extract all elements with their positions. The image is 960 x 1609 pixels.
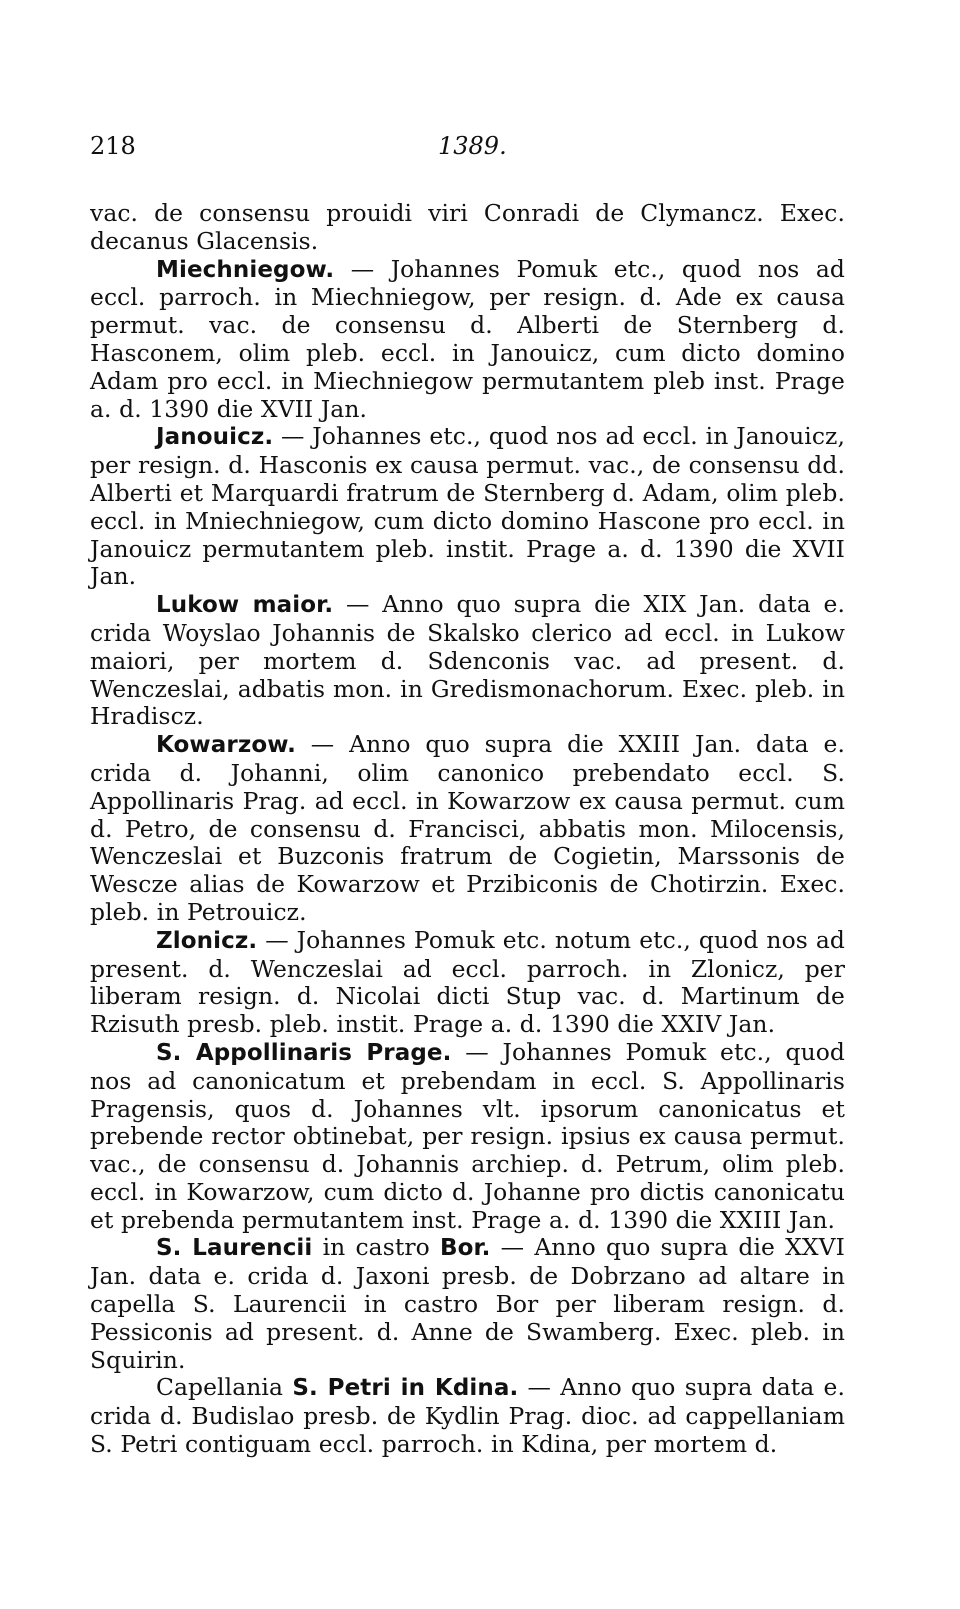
- entry-s-appollinaris: [90, 1039, 845, 1235]
- entry-heading: Zlonicz.: [156, 927, 258, 954]
- entry-heading: Janouicz.: [156, 424, 274, 451]
- entry-janouicz: [90, 423, 845, 591]
- entry-text: — Anno quo supra die XIX Jan. data e. crida Woyslao Johannis de Skalsko clerico ad eccl. in Lukow maiori, per mortem d. Sdenconis vac. ad present. d. Wenczeslai, adbatis mon. in Gredismonachorum. Exec. pleb. in Hradiscz.: [90, 590, 846, 731]
- entry-text: — Johannes Pomuk etc., quod nos ad eccl. parroch. in Miechniegow, per resign. d. Ade ex causa permut. vac. de consensu d. Alberti de Sternberg d. Hasconem, olim pleb. eccl. in Janouicz, cum dicto domino Adam pro eccl. in Miechniegow permutantem pleb inst. Prage a. d. 1390 die XVII Jan.: [90, 254, 845, 423]
- entry-heading: Lukow maior.: [156, 592, 334, 619]
- entry-s-petri: [90, 1374, 845, 1458]
- entry-text: — Johannes Pomuk etc., quod nos ad canonicatum et prebendam in eccl. S. Appollinaris Pragensis, quos d. Johannes vlt. ipsorum canonicatus et prebende rector obtinebat, per resign. ipsius ex causa permut. vac., de consensu d. Johannis archiep. d. Petrum, olim pleb. eccl. in Kowarzow, cum dicto d. Johanne pro dictis canonicatu et prebenda permutantem inst. Prage a. d. 1390 die XXIII Jan.: [90, 1037, 845, 1234]
- page-number: 218: [90, 132, 136, 160]
- entry-zlonicz: [90, 927, 845, 1039]
- document-page: [90, 132, 845, 1459]
- entry-text: — Anno quo supra data e. crida d. Budislao presb. de Kydlin Prag. dioc. ad cappellaniam S. Petri contiguam eccl. parroch. in Kdina, per mortem d.: [90, 1373, 846, 1459]
- entry-heading: Kowarzow.: [156, 732, 296, 759]
- entry-text: — Anno quo supra die XXIII Jan. data e. crida d. Johanni, olim canonico prebendato eccl. S. Appollinaris Prag. ad eccl. in Kowarzow ex causa permut. cum d. Petro, de consensu d. Francisci, abbatis mon. Milocensis, Wenczeslai et Buzconis fratrum de Cogietin, Marssonis de Wescze alias de Kowarzow et Przibiconis de Chotirzin. Exec. pleb. in Petrouicz.: [90, 730, 845, 926]
- continuation-paragraph: vac. de consensu prouidi viri Conradi de Clymancz. Exec. decanus Glacensis.: [90, 199, 845, 255]
- entry-kowarzow: [90, 731, 845, 927]
- entry-miechniegow: [90, 256, 845, 424]
- entry-s-laurencii: [90, 1234, 845, 1374]
- entry-heading: S. Petri in Kdina.: [292, 1375, 519, 1402]
- page-header: [90, 132, 845, 172]
- entry-text: in castro: [312, 1233, 440, 1262]
- entry-heading-secondary: Bor.: [439, 1235, 491, 1262]
- entry-text-secondary: — Anno quo supra die XXVI Jan. data e. crida d. Jaxoni presb. de Dobrzano ad altare in capella S. Laurencii in castro Bor per liberam resign. d. Pessiconis ad present. d. Anne de Swamberg. Exec. pleb. in Squirin.: [90, 1233, 845, 1374]
- entry-text: — Johannes etc., quod nos ad eccl. in Janouicz, per resign. d. Hasconis ex causa permut. vac., de consensu dd. Alberti et Marquardi fratrum de Sternberg d. Adam, olim pleb. eccl. in Mniechniegow, cum dicto domino Hascone pro eccl. in Janouicz permutantem pleb. instit. Prage a. d. 1390 die XVII Jan.: [90, 422, 845, 591]
- entry-heading: S. Laurencii: [156, 1235, 313, 1262]
- entry-heading: S. Appollinaris Prage.: [156, 1039, 452, 1066]
- entry-prefix: Capellania: [156, 1373, 293, 1402]
- running-title-year: 1389.: [438, 132, 507, 160]
- body-text: [90, 200, 845, 1459]
- entry-lukow-maior: [90, 591, 845, 731]
- entry-text: — Johannes Pomuk etc. notum etc., quod nos ad present. d. Wenczeslai ad eccl. parroch. in Zlonicz, per liberam resign. d. Nicolai dicti Stup vac. d. Martinum de Rzisuth presb. pleb. instit. Prage a. d. 1390 die XXIV Jan.: [90, 925, 845, 1039]
- entry-heading: Miechniegow.: [156, 256, 335, 283]
